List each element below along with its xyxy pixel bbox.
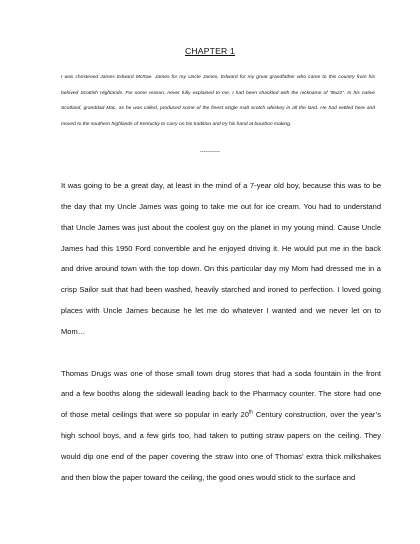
body-text <box>61 176 381 510</box>
paragraph-2-part-1: Thomas Drugs was one of those small town drug stores that had a soda fountain in the front and a few booths along the sidewall leading back to the Pharmacy counter. The store had one of those metal ceilings that were so popular in early 20 <box>61 368 381 420</box>
body-paragraph-1: It was going to be a great day, at least in the mind of a 7-year old boy, because this was to be the day that my Uncle James was going to take me out for ice cream. You had to understand that Uncle James was just about the coolest guy on the planet in my young mind. Cause Uncle James had this 1950 Ford convertible and he enjoyed driving it. He would put me in the back and drive around town with the top down. On this particular day my Mom had dressed me in a crisp Sailor suit that had been washed, heavily starched and ironed to perfection. I loved going places with Uncle James because he let me do whatever I wanted and we never let on to Mom… <box>61 181 381 336</box>
section-divider: ----------- <box>199 149 221 155</box>
intro-paragraph: I was christened James Edward McRae. James for my Uncle James, Edward for my great grandfather who came to this country from his beloved Scottish Highlands. For some reason, never fully explained to me, I had been shackled with the nickname of “Buzz”. In his native Scotland, granddad Mac, as he was called, produced some of the finest single malt scotch whiskey in all the land. He had settled here and moved to the southern highlands of Kentucky to carry on his tradition and try his hand at bourbon making. <box>61 75 375 127</box>
ordinal-superscript: th <box>248 409 254 416</box>
body-paragraph-2 <box>61 364 381 489</box>
paragraph-2-part-2: Century construction, over the year’s high school boys, and a few girls too, had taken to putting straw papers on the ceiling. They would dip one end of the paper covering the straw into one of Thomas’ extra thick milkshakes and then blow the paper toward the ceiling, the good ones would stick to the surface and <box>61 410 381 482</box>
chapter-title: CHAPTER 1 <box>184 46 236 56</box>
